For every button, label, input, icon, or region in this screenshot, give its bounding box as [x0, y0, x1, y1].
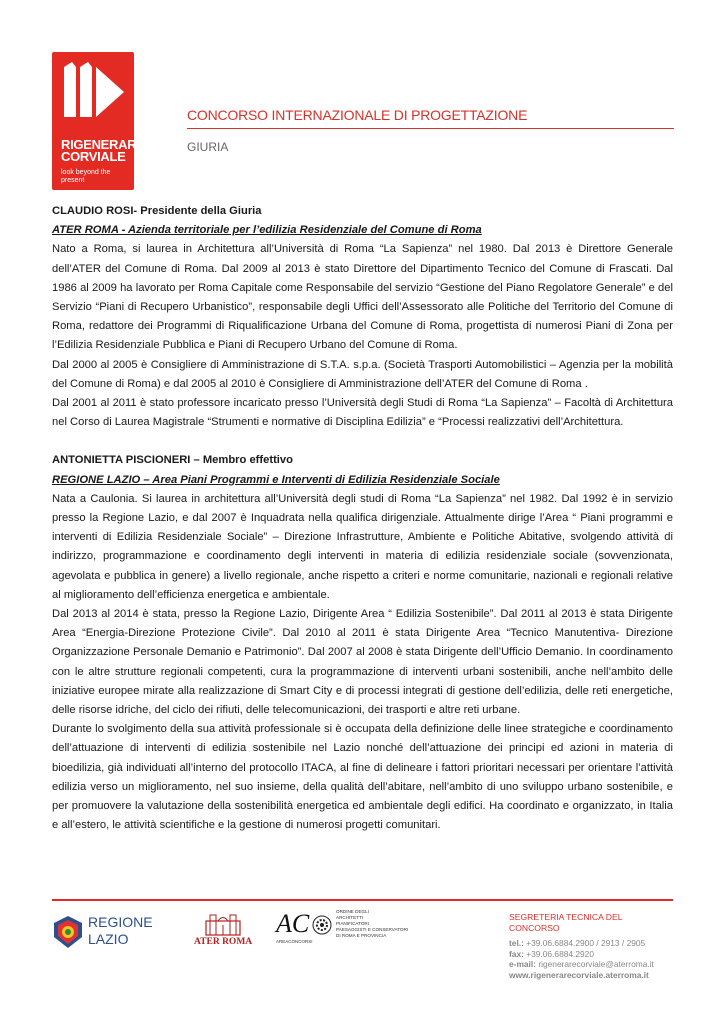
- contact-heading: SEGRETERIA TECNICA DEL CONCORSO: [509, 912, 623, 933]
- fax-value: +39.06.6884.2920: [526, 948, 594, 959]
- ater-label: ATER ROMA: [194, 937, 253, 947]
- section-spacer: [52, 432, 673, 451]
- logo-mark-icon: [62, 62, 124, 132]
- contact-tel: [509, 938, 674, 949]
- title-divider: [187, 128, 674, 129]
- bio-paragraph: Dal 2001 al 2011 è stato professore incaricato presso l’Università degli Studi di Roma “La Sapienza” – Facoltà di Architettura nel Corso di Laurea Magistrale “Strumenti e normative di Disciplina Edilizia” e “Processi realizzativi dell’Architettura.: [52, 397, 673, 429]
- page-subtitle: GIURIA: [187, 140, 229, 154]
- contact-email: [509, 959, 674, 970]
- ordine-line: DI ROMA E PROVINCIA: [336, 933, 387, 938]
- contact-block: [509, 912, 674, 981]
- footer-divider: [52, 899, 673, 901]
- contact-fax: [509, 949, 674, 960]
- ordine-line: PAESAGGISTI E CONSERVATORI: [336, 927, 409, 932]
- bio-paragraph: Nata a Caulonia. Si laurea in architettura all’Università degli studi di Roma “La Sapienza” nel 1982. Dal 1992 è in servizio presso la Regione Lazio, e dal 2007 è Inquadrata nella qualifica dirigenziale. Attualmente dirige l’Area “ Piani programmi e interventi di Edilizia Residenziale Sociale” – Direzione Infrastrutture, Ambiente e Politiche Abitative, svolgendo attività di indirizzo, programmazione e coordinamento degli interventi in materia di edilizia residenziale sociale (sovvenzionata, agevolata e pubblica in genere) a livello regionale, anche rispetto a criteri e norme comunitarie, nazionali e regionali relative al miglioramento dell’efficienza energetica e ambientale.: [52, 492, 673, 601]
- ater-building-icon: [188, 911, 258, 937]
- page-title: CONCORSO INTERNAZIONALE DI PROGETTAZIONE: [187, 107, 528, 123]
- member-section: [52, 202, 673, 432]
- areaconcorsi-mark: AC: [276, 909, 310, 938]
- tel-value: +39.06.6884.2900 / 2913 / 2905: [526, 938, 646, 949]
- website-link[interactable]: www.rigenerarecorviale.aterroma.it: [509, 969, 649, 980]
- ordine-line: ARCHITETTI: [336, 915, 364, 920]
- member-name: CLAUDIO ROSI- Presidente della Giuria: [52, 205, 262, 217]
- ordine-text: [336, 909, 408, 939]
- regione-line1: REGIONE: [88, 914, 153, 930]
- ordine-architetti-emblem-icon: [312, 915, 332, 935]
- email-label: e-mail:: [509, 959, 536, 970]
- member-section: [52, 451, 673, 835]
- logo-line1: RIGENERARE: [61, 137, 145, 152]
- logo-line2: CORVIALE: [61, 149, 126, 164]
- areaconcorsi-ordine-logos: [276, 909, 431, 949]
- bio-paragraph: Nato a Roma, si laurea in Architettura all’Università di Roma “La Sapienza” nel 1980. Dal 2013 è Direttore Generale dell’ATER del Comune di Roma. Dal 2009 al 2013 è stato Direttore del Dipartimento Tecnico del Comune di Frascati. Dal 1986 al 2009 ha lavorato per Roma Capitale come Responsabile del servizio “Gestione del Piano Regolatore Generale” e del Servizio “Piani di Recupero Urbanistico”, responsabile degli Uffici dell’Assessorato alle Politiche del Territorio del Comune di Roma, redattore dei Programmi di Riqualificazione Urbana del Comune di Roma, progettista di numerosi Piani di Zona per l’Edilizia Residenziale Pubblica e Piani di Recupero Urbano del Comune di Roma.: [52, 243, 673, 352]
- rigenerare-corviale-logo: [52, 52, 145, 190]
- bio-paragraph: Durante lo svolgimento della sua attività professionale si è occupata della definizione delle linee strategiche e coordinamento dell’attuazione di interventi di edilizia sostenibile nel Lazio nonché dell’attuazione dei principi ed azioni in materia di bioedilizia, già individuati all’interno del protocollo ITACA, al fine di delineare i fattori prioritari necessari per orientare l’attività edilizia verso un miglioramento, nel suo insieme, della qualità dell’abitare, nell’ambito di uno sviluppo urbano sostenibile, e per promuovere la valutazione della sostenibilità energetica ed ambientale degli edifici. Ha coordinato e organizzato, in Italia e all’estero, le attività scientifiche e la gestione di numerosi progetti comunitari.: [52, 723, 673, 832]
- bio-paragraph: Dal 2000 al 2005 è Consigliere di Amministrazione di S.T.A. s.p.a. (Società Trasporti Automobilistici – Agenzia per la mobilità del Comune di Roma) e dal 2005 al 2010 è Consigliere di Amministrazione dell’ATER del Comune di Roma .: [52, 358, 673, 390]
- regione-line2: LAZIO: [88, 931, 129, 947]
- jury-content: [52, 202, 673, 836]
- fax-label: fax:: [509, 948, 524, 959]
- regione-lazio-logo: [52, 913, 164, 953]
- areaconcorsi-label: AREACONCORSI: [276, 939, 313, 944]
- email-link[interactable]: rigenerarecorviale@aterroma.it: [538, 959, 654, 970]
- member-name: ANTONIETTA PISCIONERI – Membro effettivo: [52, 454, 293, 467]
- member-org: REGIONE LAZIO – Area Piani Programmi e Interventi di Edilizia Residenziale Sociale: [52, 473, 500, 486]
- ordine-line: ORDINE DEGLI: [336, 909, 369, 914]
- regione-lazio-seal-icon: [52, 915, 84, 949]
- ordine-line: PIANIFICATORI: [336, 921, 370, 926]
- tel-label: tel.:: [509, 938, 524, 949]
- logo-tagline: look beyond the present: [61, 169, 111, 184]
- ater-roma-logo: [188, 911, 258, 947]
- member-org: ATER ROMA - Azienda territoriale per l’edilizia Residenziale del Comune di Roma: [52, 224, 482, 237]
- bio-paragraph: Dal 2013 al 2014 è stata, presso la Regione Lazio, Dirigente Area “ Edilizia Sostenibile”. Dal 2011 al 2013 è stata Dirigente Area “Energia-Direzione Protezione Civile”. Dal 2010 al 2011 è stata Dirigente Area “Tecnico Manutentiva- Direzione Organizzazione Personale Demanio e Patrimonio”. Dal 2007 al 2008 è stata Dirigente dell’Ufficio Demanio. In coordinamento con le altre strutture regionali competenti, cura la programmazione di interventi urbani sostenibili, anche nell’ambito delle iniziative europee mirate alla realizzazione di Smart City e di processi integrati di gestione dell’edilizia, delle reti energetiche, delle risorse idriche, del ciclo dei rifiuti, delle telecomunicazioni, dei trasporti e altre reti urbane.: [52, 608, 673, 717]
